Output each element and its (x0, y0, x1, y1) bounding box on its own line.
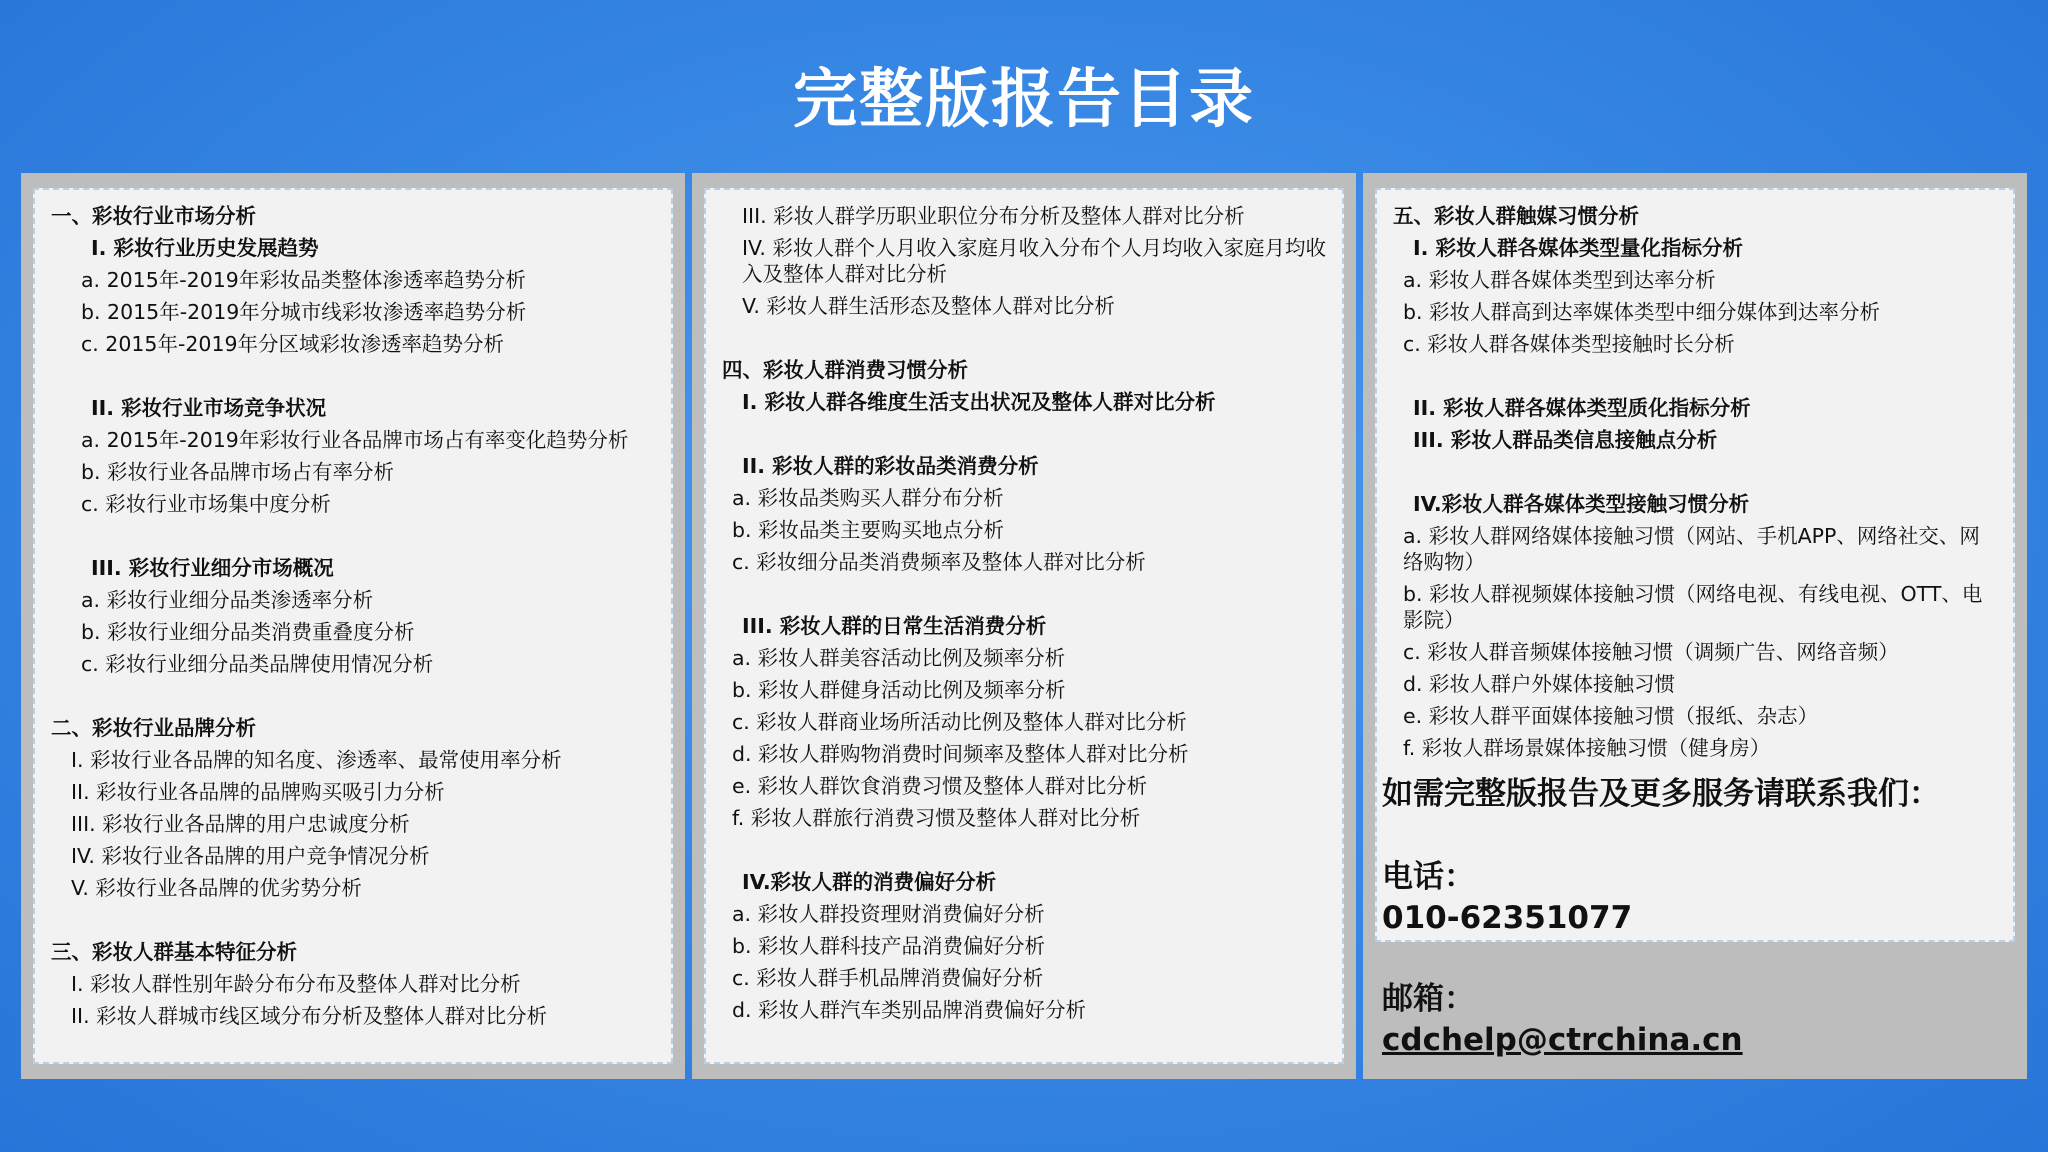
toc-heading: III. 彩妆行业细分市场概况 (91, 556, 334, 580)
toc-spacer (722, 834, 1326, 866)
toc-item: b. 彩妆品类主要购买地点分析 (732, 518, 1005, 542)
toc-spacer (722, 322, 1326, 354)
toc-item: c. 彩妆人群音频媒体接触习惯（调频广告、网络音频） (1403, 640, 1899, 664)
toc-spacer (1393, 456, 1997, 488)
toc-item: a. 彩妆行业细分品类渗透率分析 (81, 588, 374, 612)
toc-heading: IV.彩妆人群各媒体类型接触习惯分析 (1413, 492, 1750, 516)
toc-item: a. 彩妆人群美容活动比例及频率分析 (732, 646, 1066, 670)
toc-item: c. 彩妆人群商业场所活动比例及整体人群对比分析 (732, 710, 1187, 734)
toc-heading: I. 彩妆行业历史发展趋势 (91, 236, 319, 260)
toc-panel-2 (692, 173, 1356, 1079)
phone-label: 电话： (1382, 859, 1475, 895)
toc-item: d. 彩妆人群户外媒体接触习惯 (1403, 672, 1676, 696)
toc-item: II. 彩妆行业各品牌的品牌购买吸引力分析 (71, 780, 445, 804)
toc-item: e. 彩妆人群平面媒体接触习惯（报纸、杂志） (1403, 704, 1819, 728)
toc-item: d. 彩妆人群购物消费时间频率及整体人群对比分析 (732, 742, 1189, 766)
toc-heading: II. 彩妆行业市场竞争状况 (91, 396, 327, 420)
toc-item: III. 彩妆行业各品牌的用户忠诚度分析 (71, 812, 410, 836)
toc-heading: II. 彩妆人群各媒体类型质化指标分析 (1413, 396, 1751, 420)
toc-item: a. 2015年-2019年彩妆行业各品牌市场占有率变化趋势分析 (81, 428, 629, 452)
toc-item: e. 彩妆人群饮食消费习惯及整体人群对比分析 (732, 774, 1148, 798)
toc-spacer (1393, 360, 1997, 392)
toc-item: II. 彩妆人群城市线区域分布分析及整体人群对比分析 (71, 1004, 548, 1028)
toc-item: f. 彩妆人群场景媒体接触习惯（健身房） (1403, 736, 1771, 760)
toc-panel-1 (21, 173, 685, 1079)
email-link[interactable]: cdchelp@ctrchina.cn (1382, 1022, 1743, 1058)
toc-item: a. 彩妆品类购买人群分布分析 (732, 486, 1004, 510)
toc-item: V. 彩妆行业各品牌的优劣势分析 (71, 876, 362, 900)
toc-item: a. 彩妆人群各媒体类型到达率分析 (1403, 268, 1716, 292)
toc-heading: 五、彩妆人群触媒习惯分析 (1393, 204, 1639, 228)
toc-heading: IV.彩妆人群的消费偏好分析 (742, 870, 997, 894)
toc-heading: I. 彩妆人群各维度生活支出状况及整体人群对比分析 (742, 390, 1216, 414)
toc-item: c. 2015年-2019年分区域彩妆渗透率趋势分析 (81, 332, 505, 356)
toc-heading: I. 彩妆人群各媒体类型量化指标分析 (1413, 236, 1744, 260)
toc-spacer (722, 578, 1326, 610)
toc-spacer (722, 418, 1326, 450)
toc-item: I. 彩妆人群性别年龄分布分布及整体人群对比分析 (71, 972, 521, 996)
toc-heading: 四、彩妆人群消费习惯分析 (722, 358, 968, 382)
toc-item: b. 2015年-2019年分城市线彩妆渗透率趋势分析 (81, 300, 527, 324)
toc-column-1 (33, 188, 673, 1064)
toc-item: a. 彩妆人群投资理财消费偏好分析 (732, 902, 1045, 926)
toc-heading: 二、彩妆行业品牌分析 (51, 716, 256, 740)
toc-spacer (51, 520, 655, 552)
contact-box (1382, 773, 2022, 1061)
toc-spacer (51, 360, 655, 392)
toc-item: b. 彩妆行业各品牌市场占有率分析 (81, 460, 395, 484)
toc-item: I. 彩妆行业各品牌的知名度、渗透率、最常使用率分析 (71, 748, 562, 772)
toc-heading: 一、彩妆行业市场分析 (51, 204, 256, 228)
toc-spacer (51, 680, 655, 712)
toc-item: c. 彩妆细分品类消费频率及整体人群对比分析 (732, 550, 1146, 574)
toc-item: b. 彩妆人群视频媒体接触习惯（网络电视、有线电视、OTT、电影院） (1403, 582, 1983, 632)
toc-item: d. 彩妆人群汽车类别品牌消费偏好分析 (732, 998, 1087, 1022)
toc-item: V. 彩妆人群生活形态及整体人群对比分析 (742, 294, 1115, 318)
toc-heading: 三、彩妆人群基本特征分析 (51, 940, 297, 964)
toc-item: b. 彩妆人群健身活动比例及频率分析 (732, 678, 1066, 702)
toc-heading: II. 彩妆人群的彩妆品类消费分析 (742, 454, 1039, 478)
toc-item: a. 2015年-2019年彩妆品类整体渗透率趋势分析 (81, 268, 526, 292)
toc-item: f. 彩妆人群旅行消费习惯及整体人群对比分析 (732, 806, 1141, 830)
toc-item: c. 彩妆人群手机品牌消费偏好分析 (732, 966, 1044, 990)
page-title: 完整版报告目录 (793, 63, 1255, 137)
toc-item: a. 彩妆人群网络媒体接触习惯（网站、手机APP、网络社交、网络购物） (1403, 524, 1980, 574)
email-label: 邮箱： (1382, 981, 1475, 1017)
toc-heading: III. 彩妆人群品类信息接触点分析 (1413, 428, 1718, 452)
toc-spacer (51, 904, 655, 936)
toc-item: c. 彩妆行业市场集中度分析 (81, 492, 331, 516)
toc-item: b. 彩妆行业细分品类消费重叠度分析 (81, 620, 415, 644)
toc-item: c. 彩妆行业细分品类品牌使用情况分析 (81, 652, 434, 676)
phone-number: 010-62351077 (1382, 900, 1633, 936)
toc-item: b. 彩妆人群高到达率媒体类型中细分媒体到达率分析 (1403, 300, 1881, 324)
toc-item: IV. 彩妆行业各品牌的用户竞争情况分析 (71, 844, 430, 868)
toc-heading: III. 彩妆人群的日常生活消费分析 (742, 614, 1047, 638)
toc-item: III. 彩妆人群学历职业职位分布分析及整体人群对比分析 (742, 204, 1245, 228)
contact-heading: 如需完整版报告及更多服务请联系我们： (1382, 776, 1940, 812)
toc-item: c. 彩妆人群各媒体类型接触时长分析 (1403, 332, 1735, 356)
toc-item: b. 彩妆人群科技产品消费偏好分析 (732, 934, 1046, 958)
toc-item: IV. 彩妆人群个人月收入家庭月收入分布个人月均收入家庭月均收入及整体人群对比分析 (742, 236, 1326, 286)
toc-column-2 (704, 188, 1344, 1064)
